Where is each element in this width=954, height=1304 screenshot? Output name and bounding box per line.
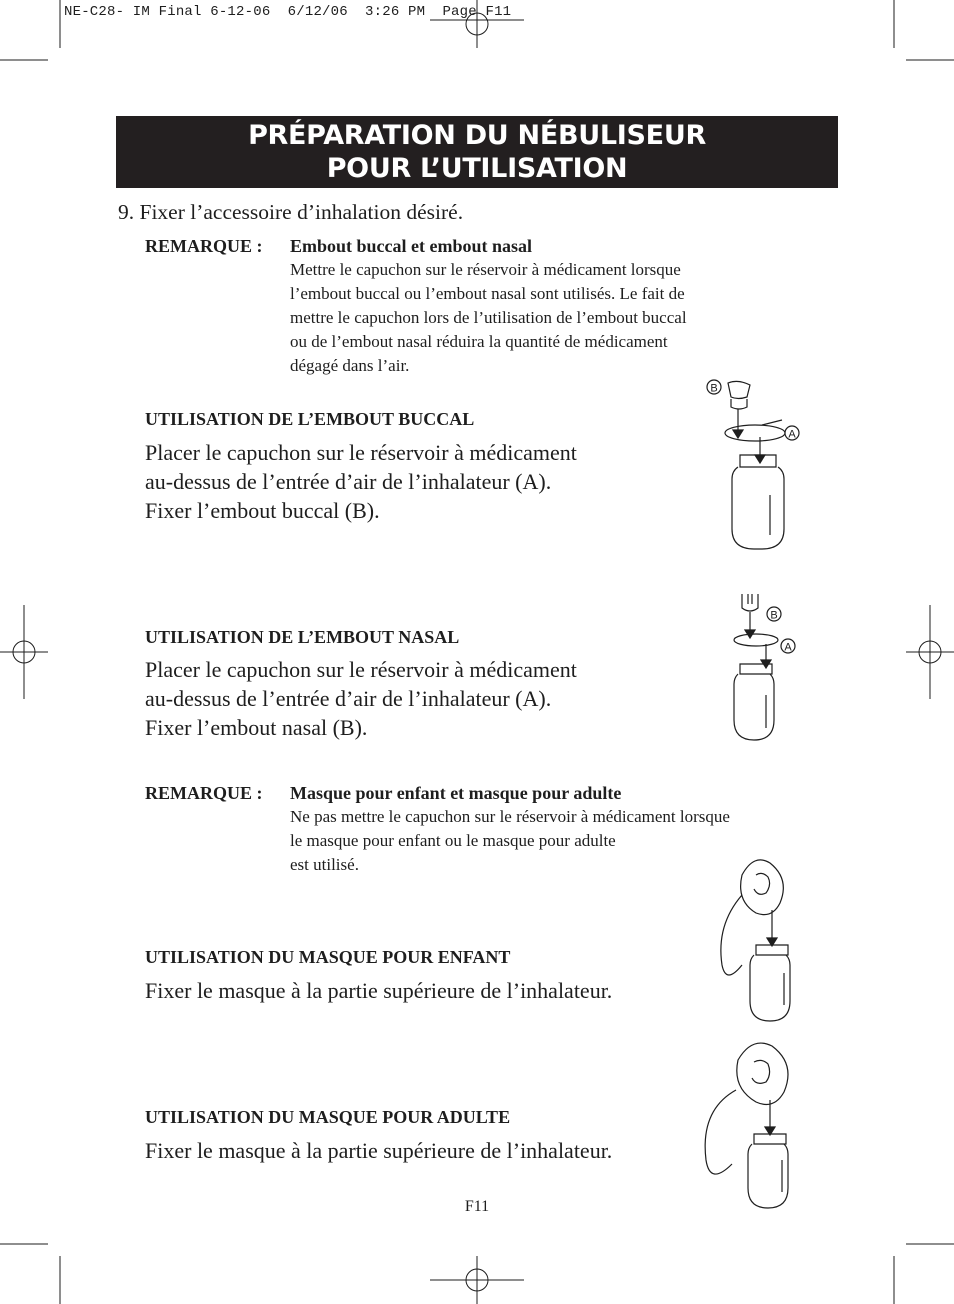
remark-1-line: mettre le capuchon lors de l’utilisation de l’embout buccal [290,308,687,327]
registration-mark-bottom [430,1256,524,1304]
child-mask-instruction: Fixer le masque à la partie supérieure de l’inhalateur. [145,978,613,1003]
remark-1-line: l’embout buccal ou l’embout nasal sont utilisés. Le fait de [290,284,685,303]
nasal-line: Placer le capuchon sur le réservoir à médicament [145,657,577,682]
remark-2-label: REMARQUE : [145,783,263,803]
remark-1-line: dégagé dans l’air. [290,356,410,375]
print-slug-line: NE-C28- IM Final 6-12-06 6/12/06 3:26 PM Page F11 [64,4,512,20]
remark-2-line: le masque pour enfant ou le masque pour adulte [290,831,616,850]
remark-1-label: REMARQUE : [145,236,263,256]
mouthpiece-line: Placer le capuchon sur le réservoir à médicament [145,440,577,465]
mouthpiece-heading: UTILISATION DE L’EMBOUT BUCCAL [145,409,475,429]
page-title-line-1: PRÉPARATION DU NÉBULISEUR [248,120,706,151]
remark-2-title: Masque pour enfant et masque pour adulte [290,783,622,803]
page-number: F11 [464,1198,490,1215]
nasal-line: Fixer l’embout nasal (B). [145,715,368,740]
registration-mark-right [906,605,954,699]
mouthpiece-line: Fixer l’embout buccal (B). [145,498,380,523]
remark-2-line: Ne pas mettre le capuchon sur le réservoir à médicament lorsque [290,807,730,826]
mouthpiece-illustration [700,375,820,555]
mouthpiece-instructions [145,438,577,525]
step-9-instruction: 9. Fixer l’accessoire d’inhalation désiré. [118,200,464,224]
label-a: A [788,428,796,441]
registration-mark-left [0,605,48,699]
adult-mask-heading: UTILISATION DU MASQUE POUR ADULTE [145,1107,511,1127]
adult-mask-instruction: Fixer le masque à la partie supérieure de l’inhalateur. [145,1138,613,1163]
remark-1-title: Embout buccal et embout nasal [290,236,533,256]
label-a: A [784,641,792,654]
page-title [116,116,838,188]
nasal-line: au-dessus de l’entrée d’air de l’inhalateur (A). [145,686,552,711]
child-mask-illustration [712,855,812,1025]
nasal-heading: UTILISATION DE L’EMBOUT NASAL [145,627,460,647]
label-b: B [710,382,718,395]
page-title-line-2: POUR L’UTILISATION [326,153,628,184]
label-b: B [770,609,778,622]
remark-1-line: ou de l’embout nasal réduira la quantité de médicament [290,332,668,351]
nasal-illustration [722,590,822,750]
remark-1-body [290,258,687,378]
adult-mask-illustration [700,1040,810,1210]
nasal-instructions [145,655,577,742]
remark-2-body [290,805,730,877]
child-mask-heading: UTILISATION DU MASQUE POUR ENFANT [145,947,511,967]
mouthpiece-line: au-dessus de l’entrée d’air de l’inhalateur (A). [145,469,552,494]
remark-1-line: Mettre le capuchon sur le réservoir à médicament lorsque [290,260,681,279]
remark-2-line: est utilisé. [290,855,359,874]
